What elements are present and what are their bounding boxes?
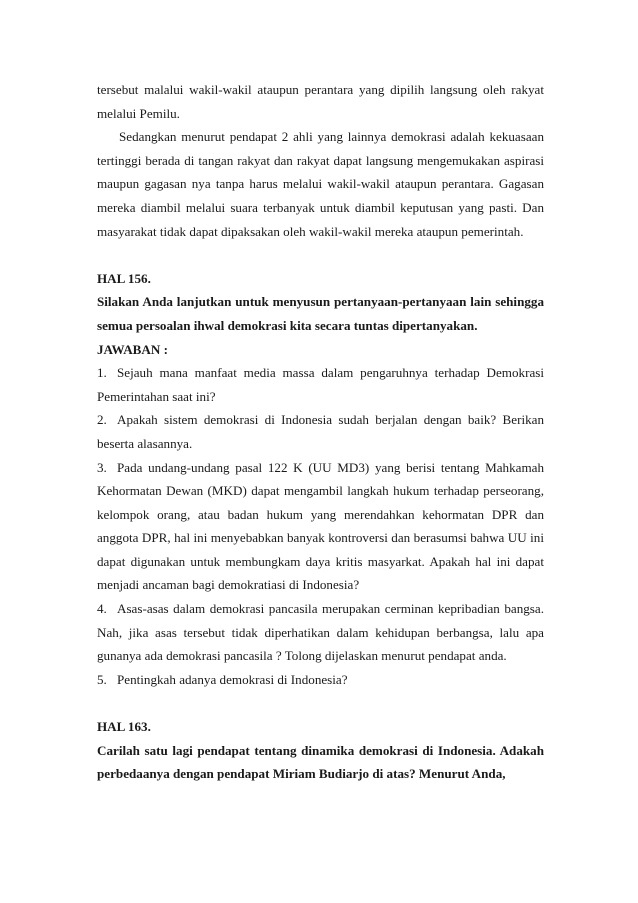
list-item-text: Apakah sistem demokrasi di Indonesia sudah berjalan dengan baik? Berikan beserta alasannya. bbox=[97, 412, 544, 451]
paragraph-continuation: tersebut malalui wakil-wakil ataupun perantara yang dipilih langsung oleh rakyat melalui Pemilu. bbox=[97, 82, 544, 121]
paragraph-opinion: Sedangkan menurut pendapat 2 ahli yang lainnya demokrasi adalah kekuasaan tertinggi berada di tangan rakyat dan rakyat dapat langsung mengemukakan aspirasi maupun gagasan nya tanpa harus melalui wakil-wakil ataupun perantara. Gagasan mereka diambil melalui suara terbanyak untuk diambil keputusan yang pasti. Dan masyarakat tidak dapat dipaksakan oleh wakil-wakil mereka ataupun pemerintah. bbox=[97, 129, 544, 239]
list-item-number: 1. bbox=[97, 365, 107, 381]
section-instruction-hal-156: Silakan Anda lanjutkan untuk menyusun pertanyaan-pertanyaan lain sehingga semua persoalan ihwal demokrasi kita secara tuntas dipertanyakan. bbox=[97, 294, 544, 333]
list-item bbox=[97, 361, 544, 408]
answer-label: JAWABAN : bbox=[97, 341, 168, 357]
list-item bbox=[97, 408, 544, 455]
list-item bbox=[97, 668, 544, 692]
section-heading-hal-156: HAL 156. bbox=[97, 270, 151, 286]
list-item-number: 2. bbox=[97, 412, 107, 428]
list-item bbox=[97, 597, 544, 668]
spacer bbox=[97, 243, 544, 267]
list-item-number: 4. bbox=[97, 601, 107, 617]
list-item-number: 5. bbox=[97, 671, 107, 687]
list-item bbox=[97, 456, 544, 598]
spacer bbox=[97, 691, 544, 715]
list-item-text: Pada undang-undang pasal 122 K (UU MD3) yang berisi tentang Mahkamah Kehormatan Dewan (MKD) dapat mengambil langkah hukum terhadap perseorang, kelompok orang, atau badan hukum yang merendahkan kehormatan DPR dan anggota DPR, hal ini menyebabkan banyak kontroversi dan berasumsi bahwa UU ini dapat digunakan untuk membungkam daya kritis masyarkat. Apakah hal ini dapat menjadi ancaman bagi demokratiasi di Indonesia? bbox=[97, 459, 544, 593]
list-item-text: Asas-asas dalam demokrasi pancasila merupakan cerminan kepribadian bangsa. Nah, jika asas tersebut tidak diperhatikan dalam kehidupan berbangsa, lalu apa gunanya ada demokrasi pancasila ? Tolong dijelaskan menurut pendapat anda. bbox=[97, 601, 544, 664]
list-item-text: Pentingkah adanya demokrasi di Indonesia? bbox=[117, 671, 348, 687]
list-item-text: Sejauh mana manfaat media massa dalam pengaruhnya terhadap Demokrasi Pemerintahan saat ini? bbox=[97, 365, 544, 404]
section-heading-hal-163: HAL 163. bbox=[97, 719, 151, 735]
list-item-number: 3. bbox=[97, 459, 107, 475]
section-instruction-hal-163: Carilah satu lagi pendapat tentang dinamika demokrasi di Indonesia. Adakah perbedaanya dengan pendapat Miriam Budiarjo di atas? Menurut Anda, bbox=[97, 742, 544, 782]
document-page bbox=[97, 78, 544, 786]
